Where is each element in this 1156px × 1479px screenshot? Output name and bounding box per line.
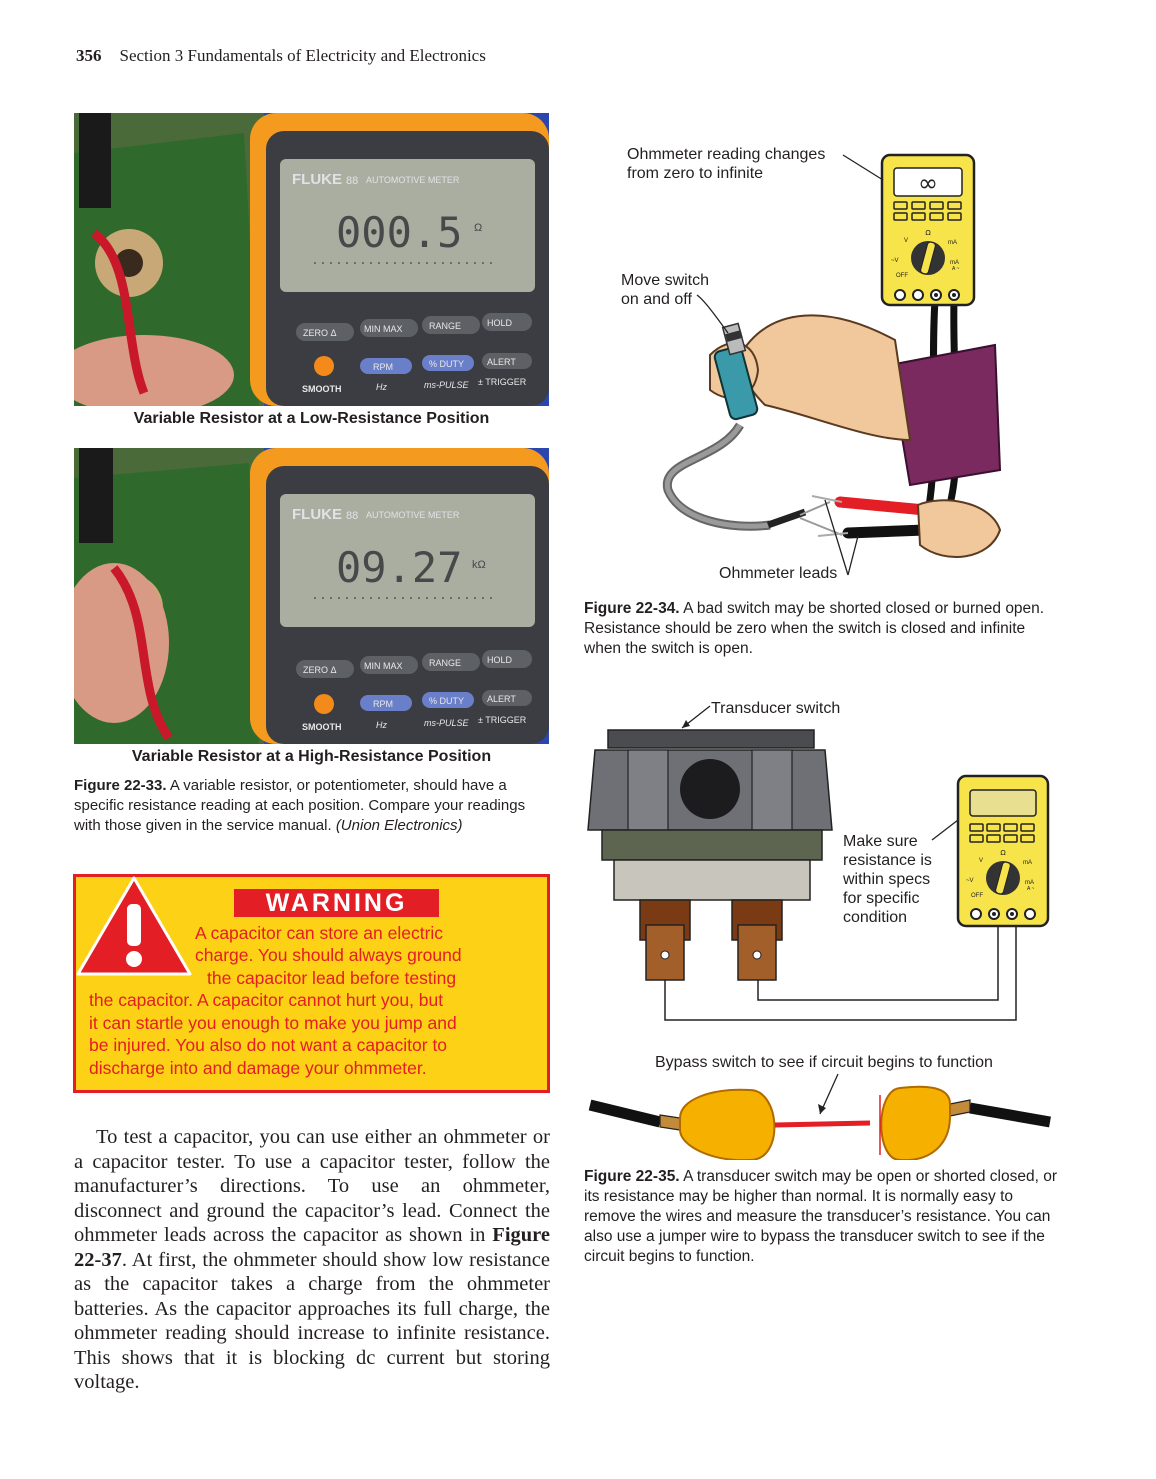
- warning-box: [73, 874, 550, 1093]
- btn-alert: ALERT: [487, 357, 516, 367]
- meter-display: ∞: [918, 169, 938, 197]
- label-hz: Hz: [376, 382, 387, 392]
- dial-off: OFF: [896, 273, 908, 279]
- warning-line-1: A capacitor can store an electric: [195, 923, 444, 943]
- warning-line-6: be injured. You also do not want a capacitor to: [89, 1035, 448, 1055]
- callout-specs-1: Make sure: [843, 833, 918, 850]
- meter-model: 88: [346, 510, 359, 522]
- dial-vdc: ~V: [891, 258, 899, 264]
- warning-line-7: discharge into and damage your ohmmeter.: [89, 1058, 427, 1078]
- photo-high-caption: Variable Resistor at a High-Resistance Position: [131, 748, 492, 765]
- callout-specs-3: within specs: [843, 871, 931, 888]
- dial-ma: mA: [948, 240, 957, 246]
- figure-text: A bad switch may be shorted closed or burned open. Resistance should be zero when the switch is closed and infinite when the switch is open.: [584, 600, 1045, 657]
- figure-label: Figure 22-35.: [584, 1168, 680, 1185]
- figure-reference[interactable]: Figure 22-37: [74, 1224, 550, 1271]
- label-trigger: ± TRIGGER: [478, 715, 527, 725]
- callout-reading-1: Ohmmeter reading changes: [627, 146, 826, 163]
- figure-22-34-diagram: [580, 140, 1080, 590]
- figure-22-35-diagram: [580, 690, 1070, 1160]
- callout-specs-2: resistance is: [843, 852, 932, 869]
- btn-range: RANGE: [429, 321, 462, 331]
- running-header: [76, 46, 486, 66]
- btn-rpm: RPM: [373, 362, 393, 372]
- btn-hold: HOLD: [487, 655, 513, 665]
- photo-low-resistance: [74, 113, 549, 406]
- callout-switch-1: Move switch: [621, 272, 710, 289]
- page-number: 356: [76, 46, 102, 65]
- meter-brand: FLUKE: [292, 171, 342, 188]
- meter-brand: FLUKE: [292, 506, 342, 523]
- callout-specs-5: condition: [843, 909, 908, 926]
- btn-zero: ZERO Δ: [303, 665, 337, 675]
- label-smooth: SMOOTH: [302, 722, 342, 732]
- dial-ma-a: mA: [950, 260, 959, 266]
- callout-switch-2: on and off: [621, 291, 692, 308]
- label-smooth: SMOOTH: [302, 384, 342, 394]
- meter-reading: 09.27: [336, 543, 463, 592]
- meter-model: 88: [346, 175, 359, 187]
- body-text-a: To test a capacitor, you can use either an ohmmeter or a capacitor tester. To use a capacitor tester, follow the manufacturer’s directions. To use an ohmmeter, disconnect and ground the capacitor’s lead. Connect the ohmmeter leads across the capacitor as shown in: [74, 1126, 550, 1246]
- figure-text: A transducer switch may be open or shorted closed, or its resistance may be higher than normal. It is normally easy to remove the wires and measure the transducer’s resistance. You can also use a jumper wire to bypass the transducer switch to see if the circuit begins to function.: [584, 1168, 1057, 1265]
- callout-reading-2: from zero to infinite: [627, 165, 764, 182]
- btn-hold: HOLD: [487, 318, 513, 328]
- btn-minmax: MIN MAX: [364, 324, 403, 334]
- warning-line-3: the capacitor lead before testing: [207, 968, 457, 988]
- photo-low-caption: Variable Resistor at a Low-Resistance Position: [133, 410, 490, 427]
- dial-a: A ~: [952, 266, 960, 272]
- warning-triangle-icon: [76, 874, 196, 980]
- btn-alert: ALERT: [487, 694, 516, 704]
- figure-credit: (Union Electronics): [335, 817, 463, 834]
- callout-bypass: Bypass switch to see if circuit begins to function: [655, 1054, 993, 1071]
- callout-specs-4: for specific: [843, 890, 920, 907]
- warning-title: WARNING: [234, 889, 439, 917]
- callout-transducer: Transducer switch: [711, 700, 841, 717]
- body-paragraph: [74, 1125, 550, 1395]
- btn-minmax: MIN MAX: [364, 661, 403, 671]
- warning-line-4: the capacitor. A capacitor cannot hurt you, but: [89, 990, 444, 1010]
- dial-off: OFF: [971, 893, 983, 899]
- dial-vdc: ~V: [966, 878, 974, 884]
- btn-range: RANGE: [429, 658, 462, 668]
- warning-line-2: charge. You should always ground: [195, 945, 462, 965]
- dial-a: A ~: [1027, 886, 1035, 892]
- callout-leads: Ohmmeter leads: [719, 565, 838, 582]
- warning-line-5: it can startle you enough to make you jump and: [89, 1013, 457, 1033]
- figure-22-33-caption: [74, 776, 552, 836]
- figure-22-35-caption: [584, 1167, 1064, 1267]
- label-pulse: ms-PULSE: [424, 380, 469, 390]
- dial-ma: mA: [1023, 860, 1032, 866]
- dial-v: V: [904, 238, 909, 244]
- btn-duty: % DUTY: [429, 696, 465, 706]
- dial-v: V: [979, 858, 984, 864]
- btn-duty: % DUTY: [429, 359, 465, 369]
- dial-ohm: Ω: [925, 229, 931, 237]
- meter-reading: 000.5: [336, 208, 463, 257]
- figure-label: Figure 22-33.: [74, 777, 167, 794]
- meter-type: AUTOMOTIVE METER: [366, 510, 460, 520]
- label-trigger: ± TRIGGER: [478, 377, 527, 387]
- meter-unit: kΩ: [472, 559, 486, 571]
- figure-text: A variable resistor, or potentiometer, should have a specific resistance reading at each position. Compare your readings with those given in the service manual.: [74, 777, 526, 834]
- dial-ma-a: mA: [1025, 880, 1034, 886]
- figure-22-34-caption: [584, 599, 1064, 659]
- label-hz: Hz: [376, 720, 387, 730]
- figure-label: Figure 22-34.: [584, 600, 680, 617]
- label-pulse: ms-PULSE: [424, 718, 469, 728]
- btn-zero: ZERO Δ: [303, 328, 337, 338]
- dial-ohm: Ω: [1000, 849, 1006, 857]
- section-title: Section 3 Fundamentals of Electricity and Electronics: [119, 46, 486, 65]
- btn-rpm: RPM: [373, 699, 393, 709]
- photo-high-resistance: [74, 448, 549, 744]
- body-text-b: . At first, the ohmmeter should show low resistance as the capacitor takes a charge from the ohmmeter batteries. As the capacitor approaches its full charge, the ohmmeter reading should increase to infinite resistance. This shows that it is blocking dc current but storing voltage.: [74, 1248, 550, 1393]
- meter-type: AUTOMOTIVE METER: [366, 175, 460, 185]
- meter-unit: Ω: [474, 222, 483, 234]
